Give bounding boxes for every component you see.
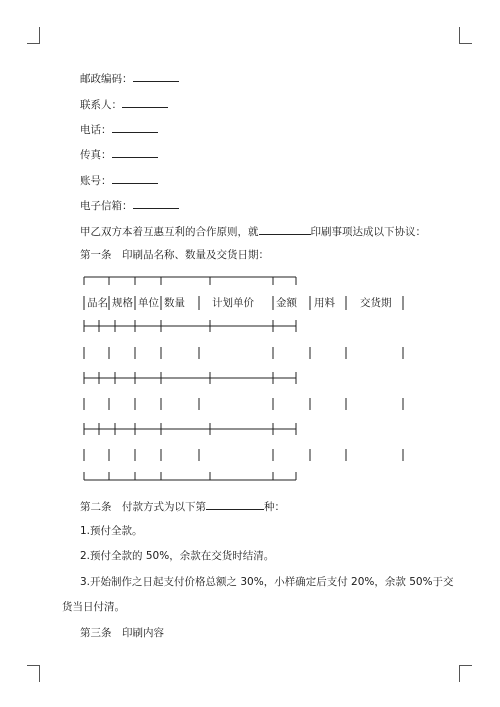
field-label: 联系人： xyxy=(80,99,122,111)
article-3-heading: 第三条 印刷内容 xyxy=(80,627,164,639)
article-2-text-before: 第二条 付款方式为以下第 xyxy=(80,501,206,513)
field-label: 邮政编码： xyxy=(80,73,133,85)
payment-option-3: 3.开始制作之日起支付价格总额之 30%，小样确定后支付 20%，余款 50%于交 xyxy=(80,576,454,588)
field-label: 电子信箱： xyxy=(80,200,133,212)
header-delivery-date: 交货期 xyxy=(360,297,392,309)
field-label: 传真： xyxy=(80,149,112,161)
intro-text-before: 甲乙双方本着互惠互利的合作原则，就 xyxy=(80,226,259,238)
header-quantity: 数量 xyxy=(164,297,185,309)
article-2-text-after: 种： xyxy=(264,501,285,513)
header-item-name: 品名 xyxy=(87,297,108,309)
header-material: 用料 xyxy=(314,297,335,309)
intro-text-after: 印刷事项达成以下协议： xyxy=(310,226,426,238)
payment-option-2: 2.预付全款的 50%，余款在交货时结清。 xyxy=(80,550,275,562)
payment-option-3-continued: 货当日付清。 xyxy=(62,601,125,613)
blank-line[interactable] xyxy=(206,498,264,510)
header-spec: 规格 xyxy=(112,297,133,309)
payment-option-1: 1.预付全款。 xyxy=(80,525,143,537)
field-label: 账号： xyxy=(80,175,112,187)
header-unit-price: 计划单价 xyxy=(212,297,254,309)
field-label: 电话： xyxy=(80,124,112,136)
header-amount: 金额 xyxy=(276,297,297,309)
header-unit: 单位 xyxy=(138,297,159,309)
article-2-heading xyxy=(80,498,285,514)
article-1-heading: 第一条 印刷品名称、数量及交货日期： xyxy=(80,249,269,261)
